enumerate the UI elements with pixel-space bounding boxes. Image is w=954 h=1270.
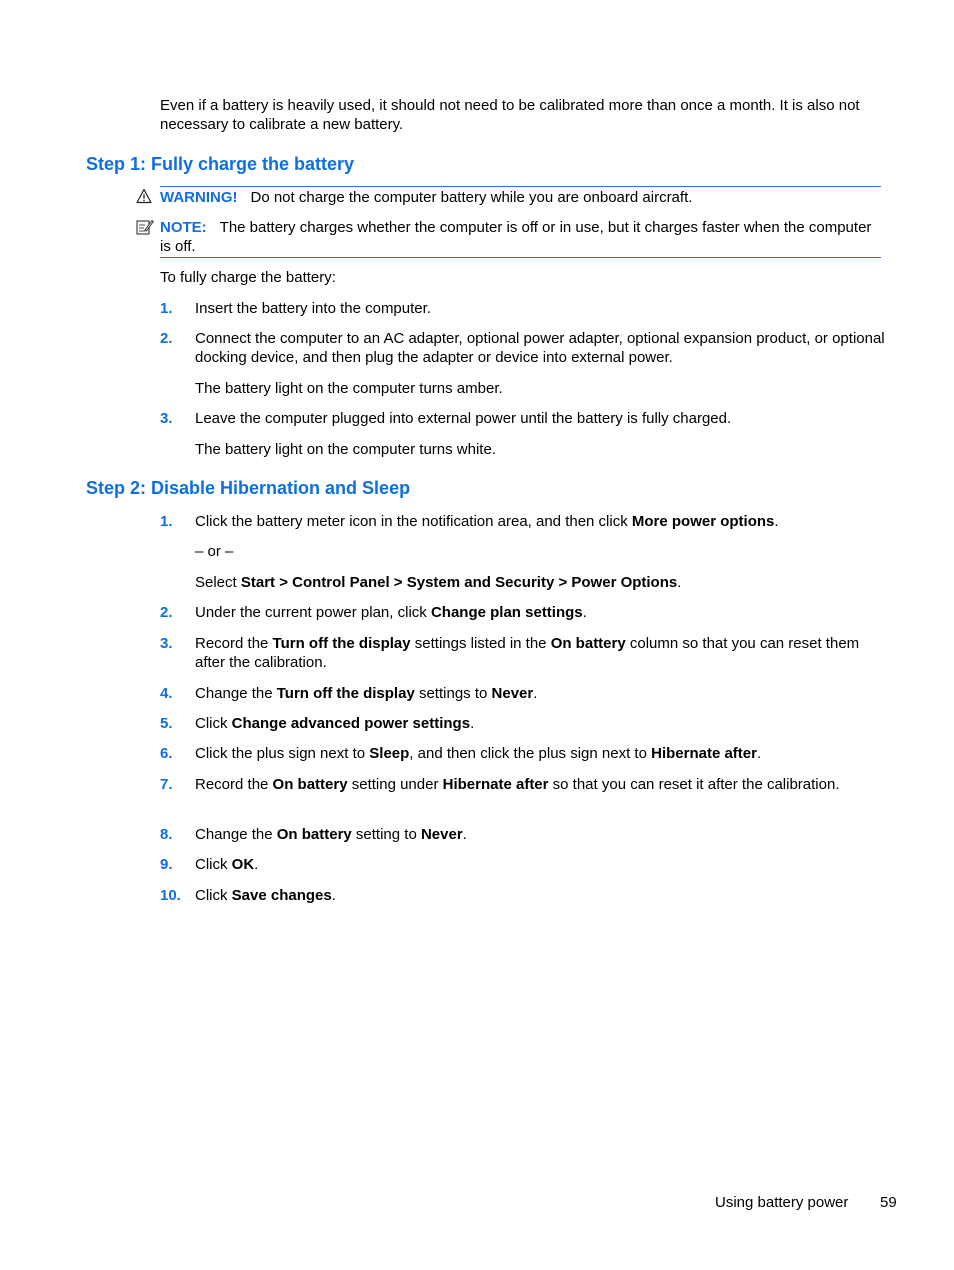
list-text: Record the Turn off the display settings listed in the On battery column so that you can reset them after the calibration. [195, 635, 860, 671]
list-text: Leave the computer plugged into external power until the battery is fully charged. [195, 410, 732, 427]
list-text: Click the plus sign next to Sleep, and then click the plus sign next to Hibernate after. [195, 745, 762, 762]
intro-paragraph: Even if a battery is heavily used, it should not need to be calibrated more than once a month. It is also not necessary to calibrate a new battery. [160, 97, 860, 133]
step2-list-item [160, 684, 885, 703]
step2-list-item [160, 775, 885, 794]
note-notice [136, 218, 881, 256]
warning-notice [136, 188, 881, 207]
step1-list-item [160, 299, 885, 318]
note-label: NOTE: [160, 219, 207, 236]
list-number: 8. [160, 826, 173, 843]
list-text: Record the On battery setting under Hibernate after so that you can reset it after the calibration. [195, 776, 840, 793]
step1-list-item [160, 329, 885, 367]
step2-list-item [160, 825, 885, 844]
note-pencil-icon [136, 218, 154, 236]
step1-heading: Step 1: Fully charge the battery [86, 154, 355, 174]
step2-list-item [160, 603, 885, 622]
list-number: 3. [160, 635, 173, 652]
list-number: 6. [160, 745, 173, 762]
warning-label: WARNING! [160, 189, 238, 206]
note-text: The battery charges whether the computer is off or in use, but it charges faster when the computer is off. [160, 219, 872, 255]
footer-section-title: Using battery power [715, 1194, 849, 1211]
list-number: 4. [160, 685, 173, 702]
step2-heading: Step 2: Disable Hibernation and Sleep [86, 478, 411, 498]
list-number: 9. [160, 856, 173, 873]
footer-page-number: 59 [880, 1194, 897, 1211]
or-separator: – or – [195, 543, 234, 560]
step2-list-item [160, 512, 885, 531]
list-text: Click Change advanced power settings. [195, 715, 475, 732]
warning-triangle-icon [136, 188, 154, 206]
list-number: 7. [160, 776, 173, 793]
warning-text: Do not charge the computer battery while you are onboard aircraft. [250, 189, 693, 206]
list-number: 10. [160, 887, 181, 904]
list-number: 2. [160, 330, 173, 347]
list-number: 2. [160, 604, 173, 621]
list-text: Insert the battery into the computer. [195, 300, 431, 317]
list-text: Change the Turn off the display settings to Never. [195, 685, 538, 702]
step2-list-item [160, 634, 885, 672]
list-text: Change the On battery setting to Never. [195, 826, 467, 843]
step2-list-item [160, 714, 885, 733]
list-subparagraph: The battery light on the computer turns amber. [195, 380, 503, 397]
step1-list-item [160, 409, 885, 428]
note-bottom-rule [160, 257, 881, 258]
list-number: 1. [160, 513, 173, 530]
list-text: Connect the computer to an AC adapter, optional power adapter, optional expansion product, or optional docking device, and then plug the adapter or device into external power. [195, 330, 885, 366]
warning-top-rule [160, 186, 881, 187]
list-number: 3. [160, 410, 173, 427]
list-text: Under the current power plan, click Change plan settings. [195, 604, 587, 621]
list-text: Click OK. [195, 856, 259, 873]
list-subparagraph: The battery light on the computer turns white. [195, 441, 496, 458]
list-number: 5. [160, 715, 173, 732]
step2-list-item [160, 886, 885, 905]
list-subparagraph: Select Start > Control Panel > System and Security > Power Options. [195, 574, 682, 591]
list-number: 1. [160, 300, 173, 317]
step2-list-item [160, 855, 885, 874]
step2-list-item [160, 744, 885, 763]
list-text: Click Save changes. [195, 887, 336, 904]
list-text: Click the battery meter icon in the notification area, and then click More power options. [195, 513, 779, 530]
step1-lead: To fully charge the battery: [160, 269, 336, 286]
